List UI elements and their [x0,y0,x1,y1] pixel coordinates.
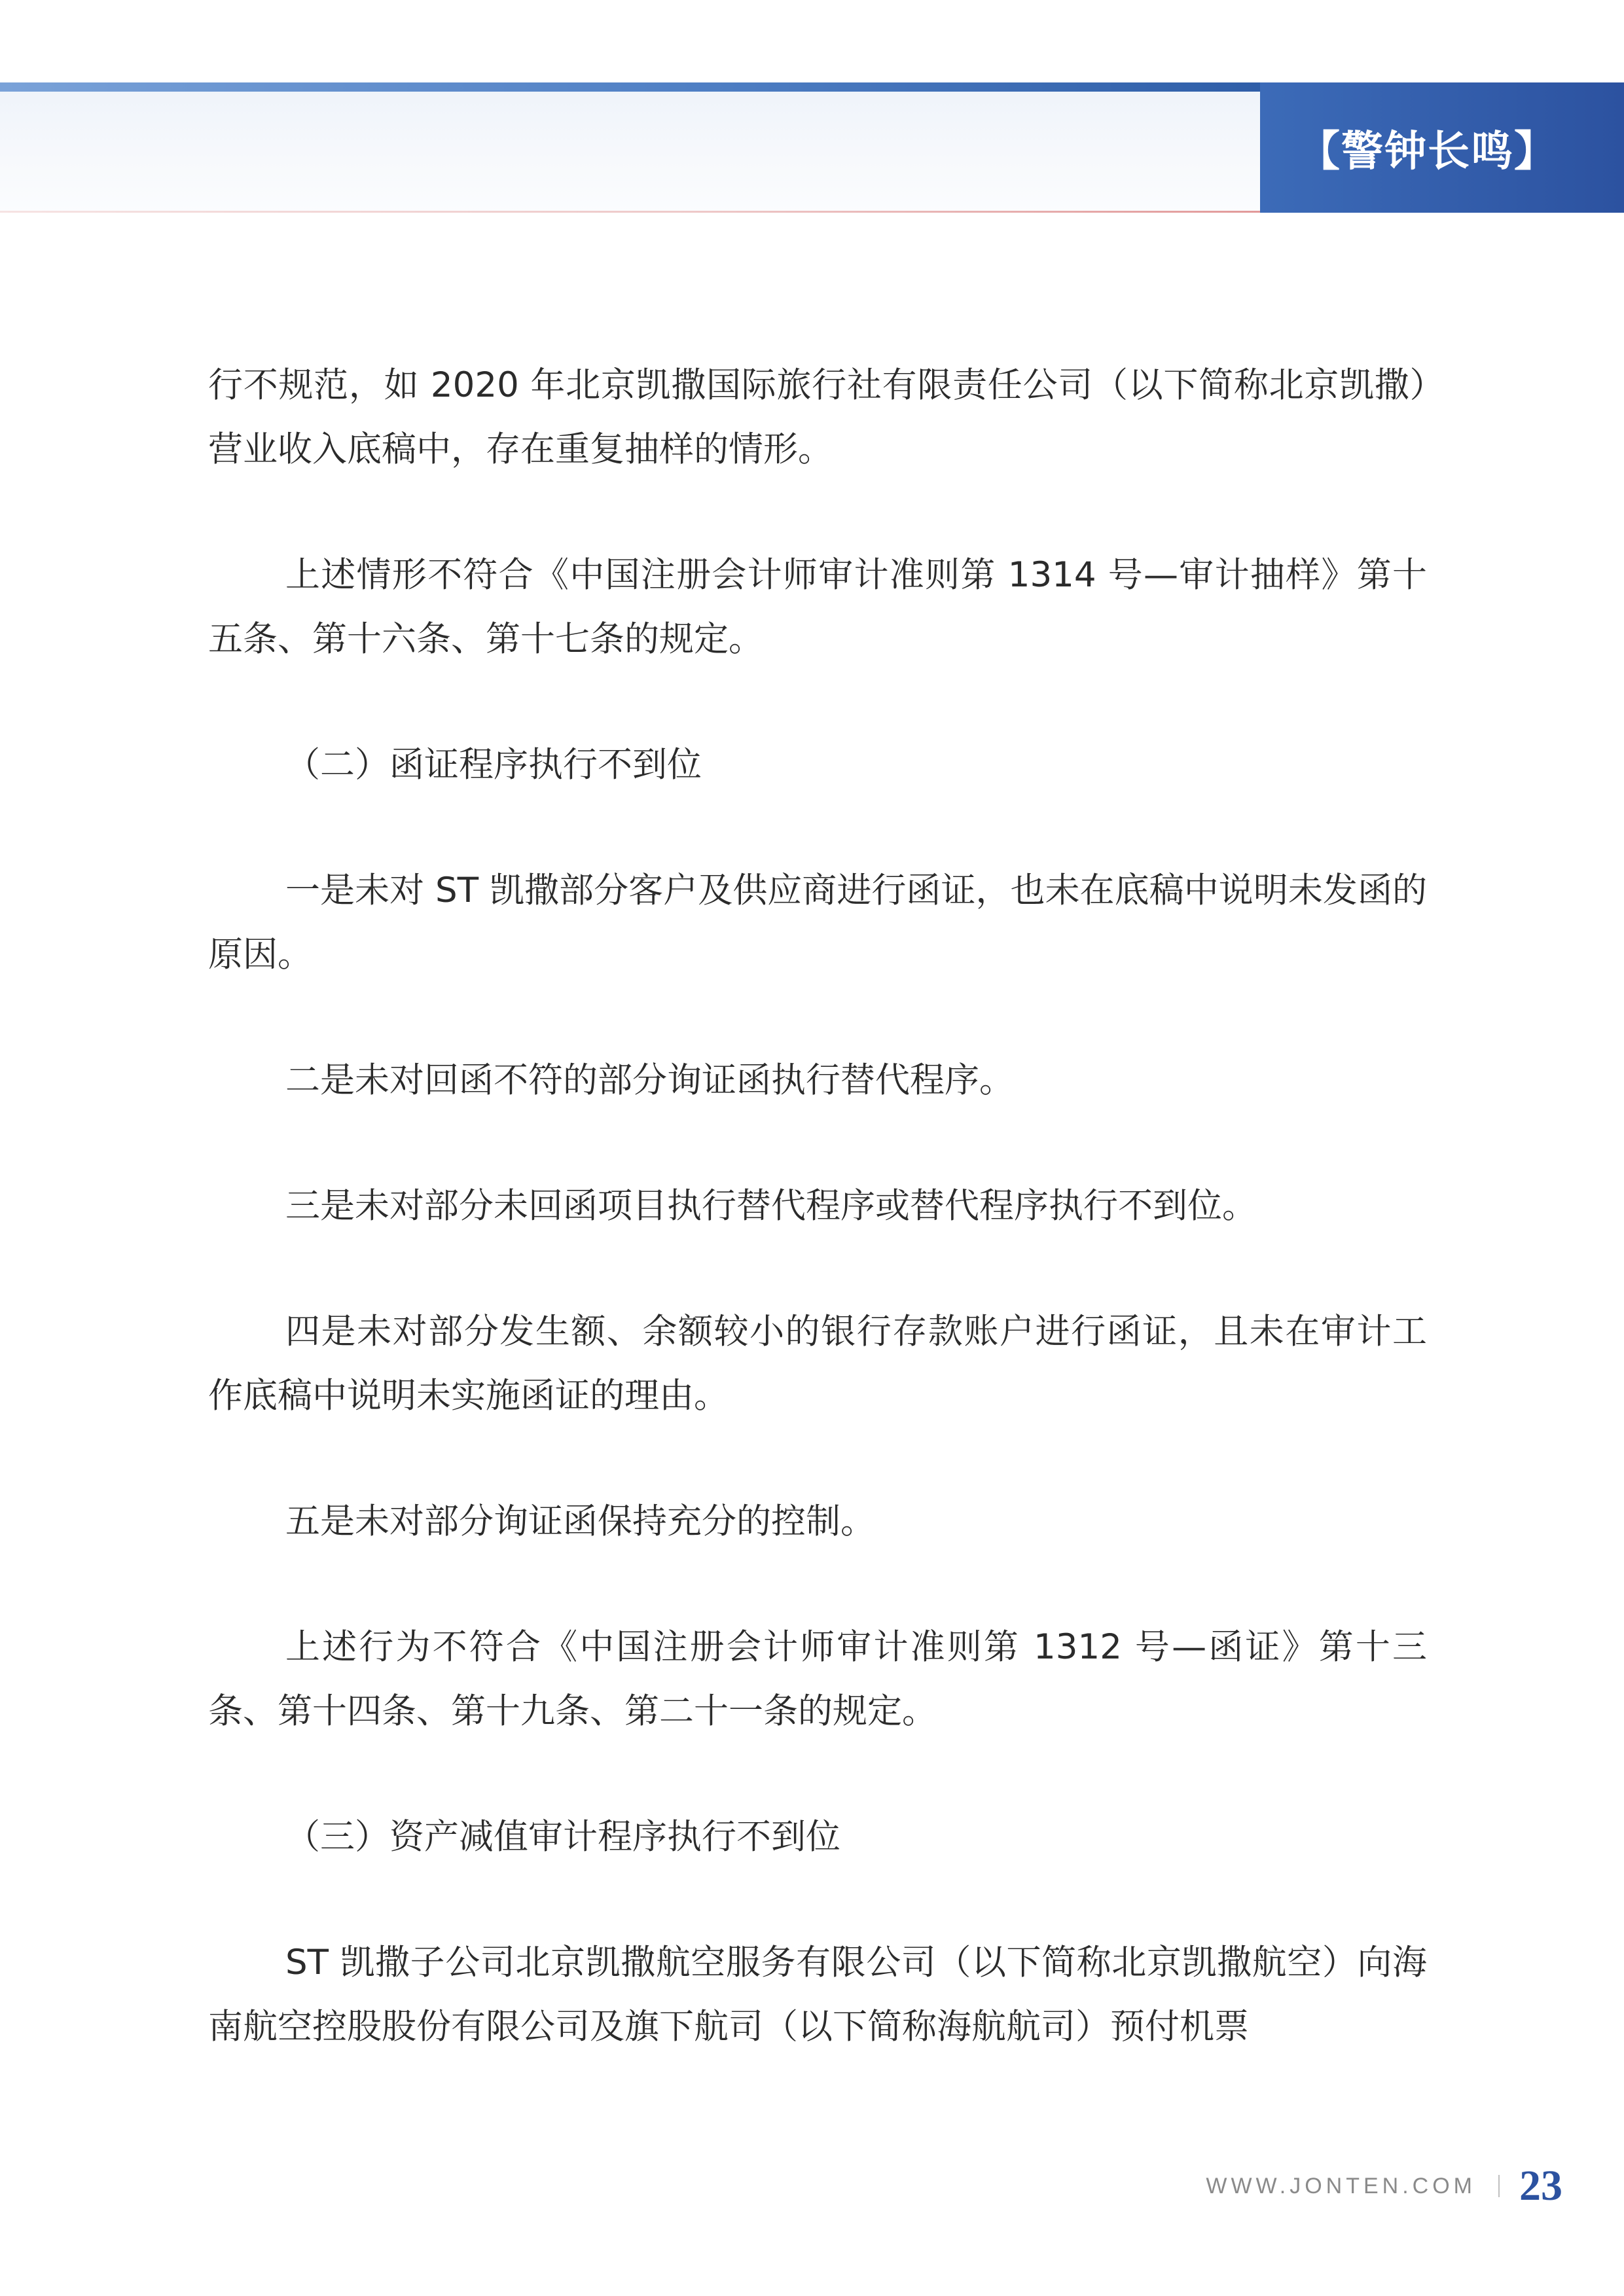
paragraph-point-five: 五是未对部分询证函保持充分的控制。 [285,1501,875,1541]
footer-website: WWW.JONTEN.COM [1206,2173,1476,2198]
paragraph-regulation-1314: 上述情形不符合《中国注册会计师审计准则第 1314 号—审计抽样》第十五条、第十六条、第十七条的规定。 [208,555,1427,659]
paragraph-point-four: 四是未对部分发生额、余额较小的银行存款账户进行函证，且未在审计工作底稿中说明未实施函证的理由。 [208,1312,1427,1416]
page-number: 23 [1519,2162,1562,2210]
section-tag [1260,82,1624,213]
section-heading-impairment: （三）资产减值审计程序执行不到位 [285,1817,840,1857]
header-bottom-line [0,211,1260,213]
paragraph-point-two: 二是未对回函不符的部分询证函执行替代程序。 [285,1060,1014,1100]
page-footer [1206,2160,1562,2212]
document-body [208,353,1427,2121]
section-tag-label: 【警钟长鸣】 [1298,126,1557,176]
header-band [0,82,1260,212]
section-heading-confirmation: （二）函证程序执行不到位 [285,745,702,785]
paragraph-point-three: 三是未对部分未回函项目执行替代程序或替代程序执行不到位。 [285,1186,1257,1226]
paragraph-regulation-1312: 上述行为不符合《中国注册会计师审计准则第 1312 号—函证》第十三条、第十四条、第十九条、第二十一条的规定。 [208,1627,1427,1731]
footer-divider [1498,2175,1500,2197]
paragraph-point-one: 一是未对 ST 凯撒部分客户及供应商进行函证，也未在底稿中说明未发函的原因。 [208,870,1427,975]
paragraph-impairment-detail: ST 凯撒子公司北京凯撒航空服务有限公司（以下简称北京凯撒航空）向海南航空控股股份有限公司及旗下航司（以下简称海航航司）预付机票 [208,1943,1427,2047]
header-top-line [0,82,1260,92]
paragraph-continuation: 行不规范，如 2020 年北京凯撒国际旅行社有限责任公司（以下简称北京凯撒）营业收入底稿中，存在重复抽样的情形。 [208,365,1427,469]
